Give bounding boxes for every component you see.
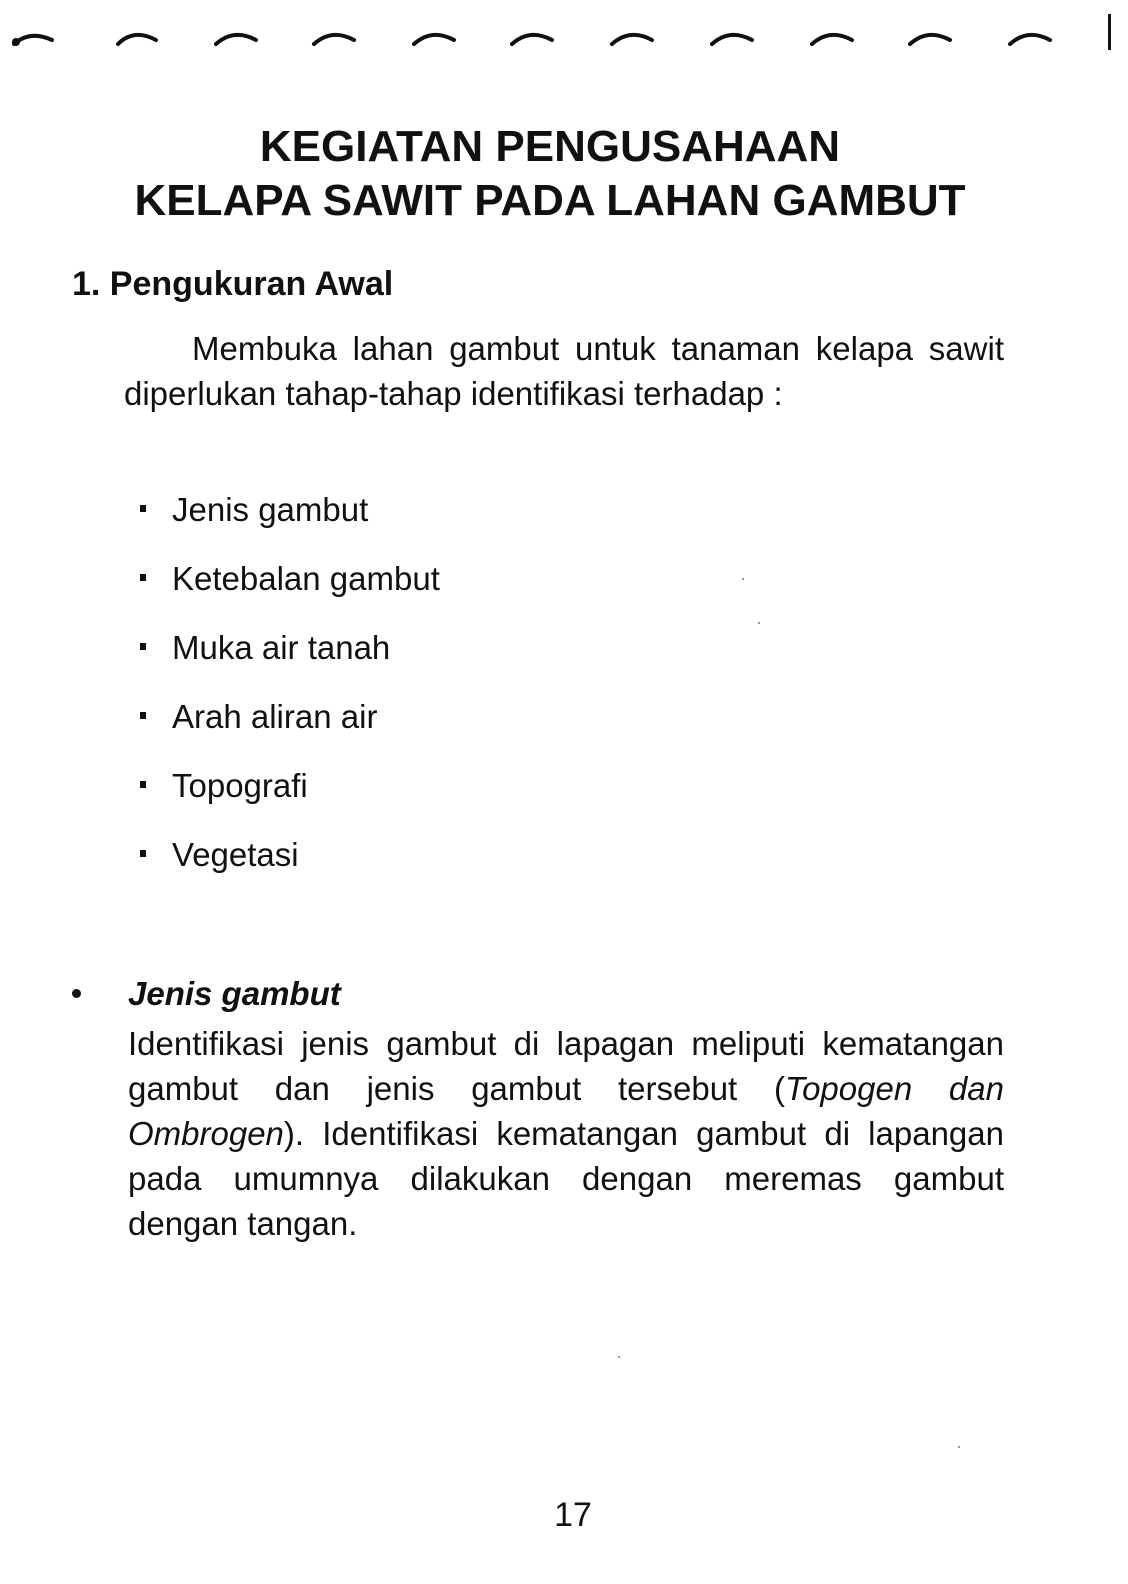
section-heading: 1. Pengukuran Awal	[72, 265, 394, 303]
square-bullet-icon	[140, 850, 146, 857]
binding-hook-icon	[812, 35, 852, 44]
binding-hook-icon	[216, 35, 256, 44]
list-item	[140, 625, 440, 694]
page-number: 17	[554, 1496, 592, 1534]
scan-speck	[758, 622, 760, 624]
round-bullet-icon	[72, 989, 81, 998]
binding-hook-icon	[712, 35, 752, 44]
subsection-text-part-2: ). Identifikasi kematangan gambut di lapangan pada umumnya dilakukan dengan meremas gambut dengan tangan.	[128, 1115, 1004, 1242]
square-bullet-icon	[140, 712, 146, 719]
subsection-text-part-1: Identifikasi jenis gambut di lapagan meliputi kematangan gambut dan jenis gambut tersebut (	[128, 1025, 1004, 1107]
list-item-label: Ketebalan gambut	[172, 560, 440, 597]
page-title-line-1: KEGIATAN PENGUSAHAAN	[259, 122, 841, 171]
list-item	[140, 694, 440, 763]
list-item	[140, 556, 440, 625]
binding-hook-icon	[314, 35, 354, 44]
list-item-label: Jenis gambut	[172, 491, 369, 528]
list-item-label: Topografi	[172, 767, 308, 804]
scan-speck	[742, 578, 744, 580]
subsection-text-emphasis: Topogen dan Ombrogen	[128, 1070, 1004, 1152]
subsection-paragraph	[128, 1021, 1004, 1246]
identification-list	[140, 487, 440, 901]
binding-hooks	[0, 0, 1128, 70]
list-item-label: Arah aliran air	[172, 698, 378, 735]
binding-hook-icon	[118, 35, 156, 44]
scan-speck	[958, 1446, 960, 1448]
list-item-label: Muka air tanah	[172, 629, 391, 666]
binding-hook-icon	[512, 35, 552, 44]
square-bullet-icon	[140, 574, 146, 581]
square-bullet-icon	[140, 781, 146, 788]
intro-paragraph: Membuka lahan gambut untuk tanaman kelapa sawit diperlukan tahap-tahap identifikasi terhadap :	[124, 330, 1004, 412]
binding-hook-icon	[414, 35, 454, 44]
list-item	[140, 487, 440, 556]
scan-speck	[618, 1356, 620, 1358]
subsection-heading: Jenis gambut	[128, 975, 341, 1012]
page-edge-mark	[1108, 14, 1111, 50]
list-item	[140, 763, 440, 832]
binding-hook-icon	[910, 35, 950, 44]
square-bullet-icon	[140, 643, 146, 650]
list-item	[140, 832, 440, 901]
list-item-label: Vegetasi	[172, 836, 299, 873]
page-title-line-2: KELAPA SAWIT PADA LAHAN GAMBUT	[134, 176, 966, 225]
binding-hook-icon	[612, 35, 652, 44]
binding-hook-icon	[1010, 35, 1050, 44]
square-bullet-icon	[140, 505, 146, 512]
